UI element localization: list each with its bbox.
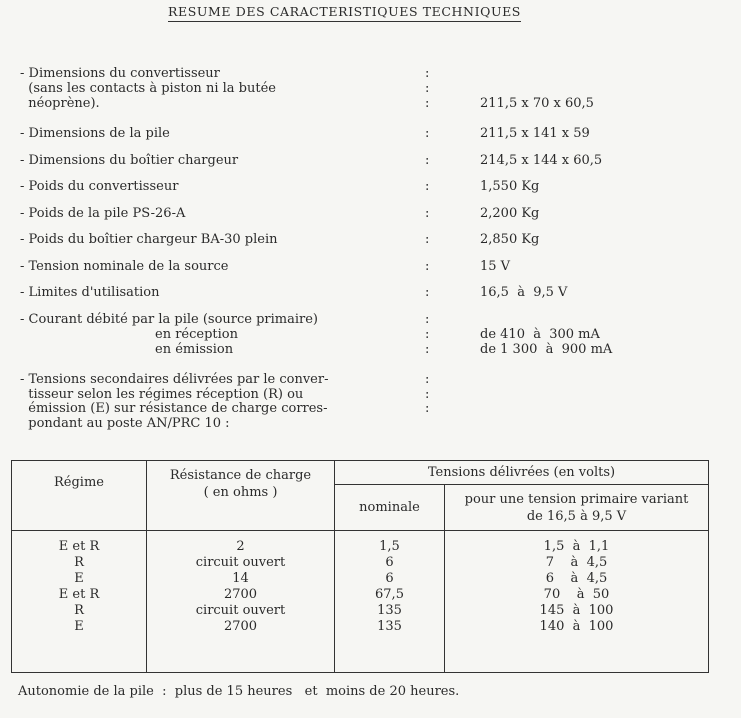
spec-value: 2,200 Kg xyxy=(480,206,540,221)
spec-item xyxy=(20,232,720,247)
spec-colon: : xyxy=(425,179,430,194)
table-cell-nominale: 67,5 xyxy=(375,587,404,602)
spec-label: - Dimensions du convertisseur xyxy=(20,66,220,81)
spec-value: 2,850 Kg xyxy=(480,232,540,247)
spec-sublabel: en réception xyxy=(155,327,238,342)
spec-line xyxy=(20,153,720,168)
table-cell-variant: 70 à 50 xyxy=(543,587,610,602)
table-cell-variant: 7 à 4,5 xyxy=(545,555,608,570)
spec-line xyxy=(20,327,720,342)
voltage-table xyxy=(11,460,709,673)
table-cell-variant: 140 à 100 xyxy=(539,619,614,634)
table-cell-variant: 6 à 4,5 xyxy=(545,571,608,586)
spec-label: - Poids de la pile PS-26-A xyxy=(20,206,186,221)
spec-secondary xyxy=(20,372,720,430)
spec-value: 214,5 x 144 x 60,5 xyxy=(480,153,603,168)
spec-current xyxy=(20,312,720,357)
header-tensions: Tensions délivrées (en volts) xyxy=(335,461,709,485)
table-cell-resistance: 14 xyxy=(232,571,249,586)
spec-line xyxy=(20,179,720,194)
table-cell-resistance: circuit ouvert xyxy=(195,603,286,618)
table-cell-resistance: 2 xyxy=(236,539,245,554)
spec-label: (sans les contacts à piston ni la butée xyxy=(20,81,276,96)
spec-label: - Dimensions du boîtier chargeur xyxy=(20,153,239,168)
spec-item xyxy=(20,206,720,221)
spec-value: de 1 300 à 900 mA xyxy=(480,342,613,357)
spec-value: 15 V xyxy=(480,259,511,274)
spec-value: 16,5 à 9,5 V xyxy=(480,285,568,300)
autonomy-note: Autonomie de la pile : plus de 15 heures et moins de 20 heures. xyxy=(18,684,460,699)
spec-label: tisseur selon les régimes réception (R) ou xyxy=(20,386,304,402)
spec-sublabel: en émission xyxy=(155,342,234,357)
spec-label: - Tension nominale de la source xyxy=(20,259,229,274)
spec-line xyxy=(20,387,720,402)
header-regime: Régime xyxy=(12,461,147,531)
spec-label: pondant au poste AN/PRC 10 : xyxy=(20,415,230,431)
spec-colon: : xyxy=(425,401,430,416)
spec-value: 211,5 x 70 x 60,5 xyxy=(480,96,594,111)
header-resistance-line: Résistance de charge xyxy=(169,468,312,483)
spec-line xyxy=(20,81,720,96)
spec-value: 1,550 Kg xyxy=(480,179,540,194)
header-nominale: nominale xyxy=(335,485,445,531)
spec-line xyxy=(20,259,720,274)
header-variant-range: de 16,5 à 9,5 V xyxy=(526,508,627,524)
spec-label: - Limites d'utilisation xyxy=(20,285,160,300)
spec-label: - Poids du convertisseur xyxy=(20,179,179,194)
spec-line xyxy=(20,66,720,81)
spec-line xyxy=(20,206,720,221)
spec-line xyxy=(20,96,720,111)
table-cell-nominale: 135 xyxy=(377,619,402,634)
spec-line xyxy=(20,401,720,416)
spec-label: - Dimensions de la pile xyxy=(20,126,170,141)
spec-colon: : xyxy=(425,386,430,402)
spec-colon: : xyxy=(425,206,430,221)
table-cell-resistance: circuit ouvert xyxy=(195,555,286,570)
spec-colon: : xyxy=(425,285,430,300)
table-cell-regime: R xyxy=(74,603,84,618)
spec-colon: : xyxy=(425,372,430,387)
spec-item xyxy=(20,259,720,274)
table-cell-nominale: 6 xyxy=(385,555,394,570)
spec-line xyxy=(20,342,720,357)
spec-item xyxy=(20,179,720,194)
spec-colon: : xyxy=(425,81,430,96)
table-cell-variant: 145 à 100 xyxy=(539,603,614,618)
spec-line xyxy=(20,372,720,387)
table-cell-regime: E xyxy=(74,571,84,586)
table-cell-regime: R xyxy=(74,555,84,570)
table-cell-nominale: 1,5 xyxy=(379,539,400,554)
table-cell-resistance: 2700 xyxy=(223,619,258,634)
spec-line xyxy=(20,232,720,247)
spec-colon: : xyxy=(425,259,430,274)
spec-colon: : xyxy=(425,312,430,327)
spec-label: néoprène). xyxy=(20,96,100,111)
header-variant xyxy=(445,485,709,531)
spec-colon: : xyxy=(425,232,430,247)
table-cell-variant: 1,5 à 1,1 xyxy=(543,539,610,554)
spec-line xyxy=(20,416,720,431)
spec-colon: : xyxy=(425,66,430,81)
header-resistance-unit: ( en ohms ) xyxy=(203,485,278,500)
spec-colon: : xyxy=(425,327,430,342)
spec-label: - Tensions secondaires délivrées par le conver- xyxy=(20,372,329,387)
table-cell-nominale: 6 xyxy=(385,571,394,586)
spec-label: émission (E) sur résistance de charge corres- xyxy=(20,401,328,416)
column-variant xyxy=(445,531,709,673)
table-cell-regime: E et R xyxy=(58,539,100,554)
spec-colon: : xyxy=(425,96,430,111)
column-regime xyxy=(12,531,147,673)
table-cell-regime: E et R xyxy=(58,587,100,602)
spec-item xyxy=(20,153,720,168)
spec-label: - Courant débité par la pile (source primaire) xyxy=(20,312,319,327)
spec-colon: : xyxy=(425,126,430,141)
spec-item xyxy=(20,285,720,300)
spec-line xyxy=(20,126,720,141)
spec-colon: : xyxy=(425,342,430,357)
page-title: RESUME DES CARACTERISTIQUES TECHNIQUES xyxy=(168,4,521,22)
spec-line xyxy=(20,312,720,327)
column-nominale xyxy=(335,531,445,673)
column-resistance xyxy=(147,531,335,673)
spec-line xyxy=(20,285,720,300)
header-variant-line: pour une tension primaire variant xyxy=(464,491,689,507)
header-resistance xyxy=(147,461,335,531)
spec-value: de 410 à 300 mA xyxy=(480,327,600,342)
spec-value: 211,5 x 141 x 59 xyxy=(480,126,590,141)
spec-colon: : xyxy=(425,153,430,168)
spec-item xyxy=(20,126,720,141)
spec-item xyxy=(20,66,720,111)
table-cell-regime: E xyxy=(74,619,84,634)
spec-label: - Poids du boîtier chargeur BA-30 plein xyxy=(20,232,278,247)
table-cell-nominale: 135 xyxy=(377,603,402,618)
table-cell-resistance: 2700 xyxy=(223,587,258,602)
